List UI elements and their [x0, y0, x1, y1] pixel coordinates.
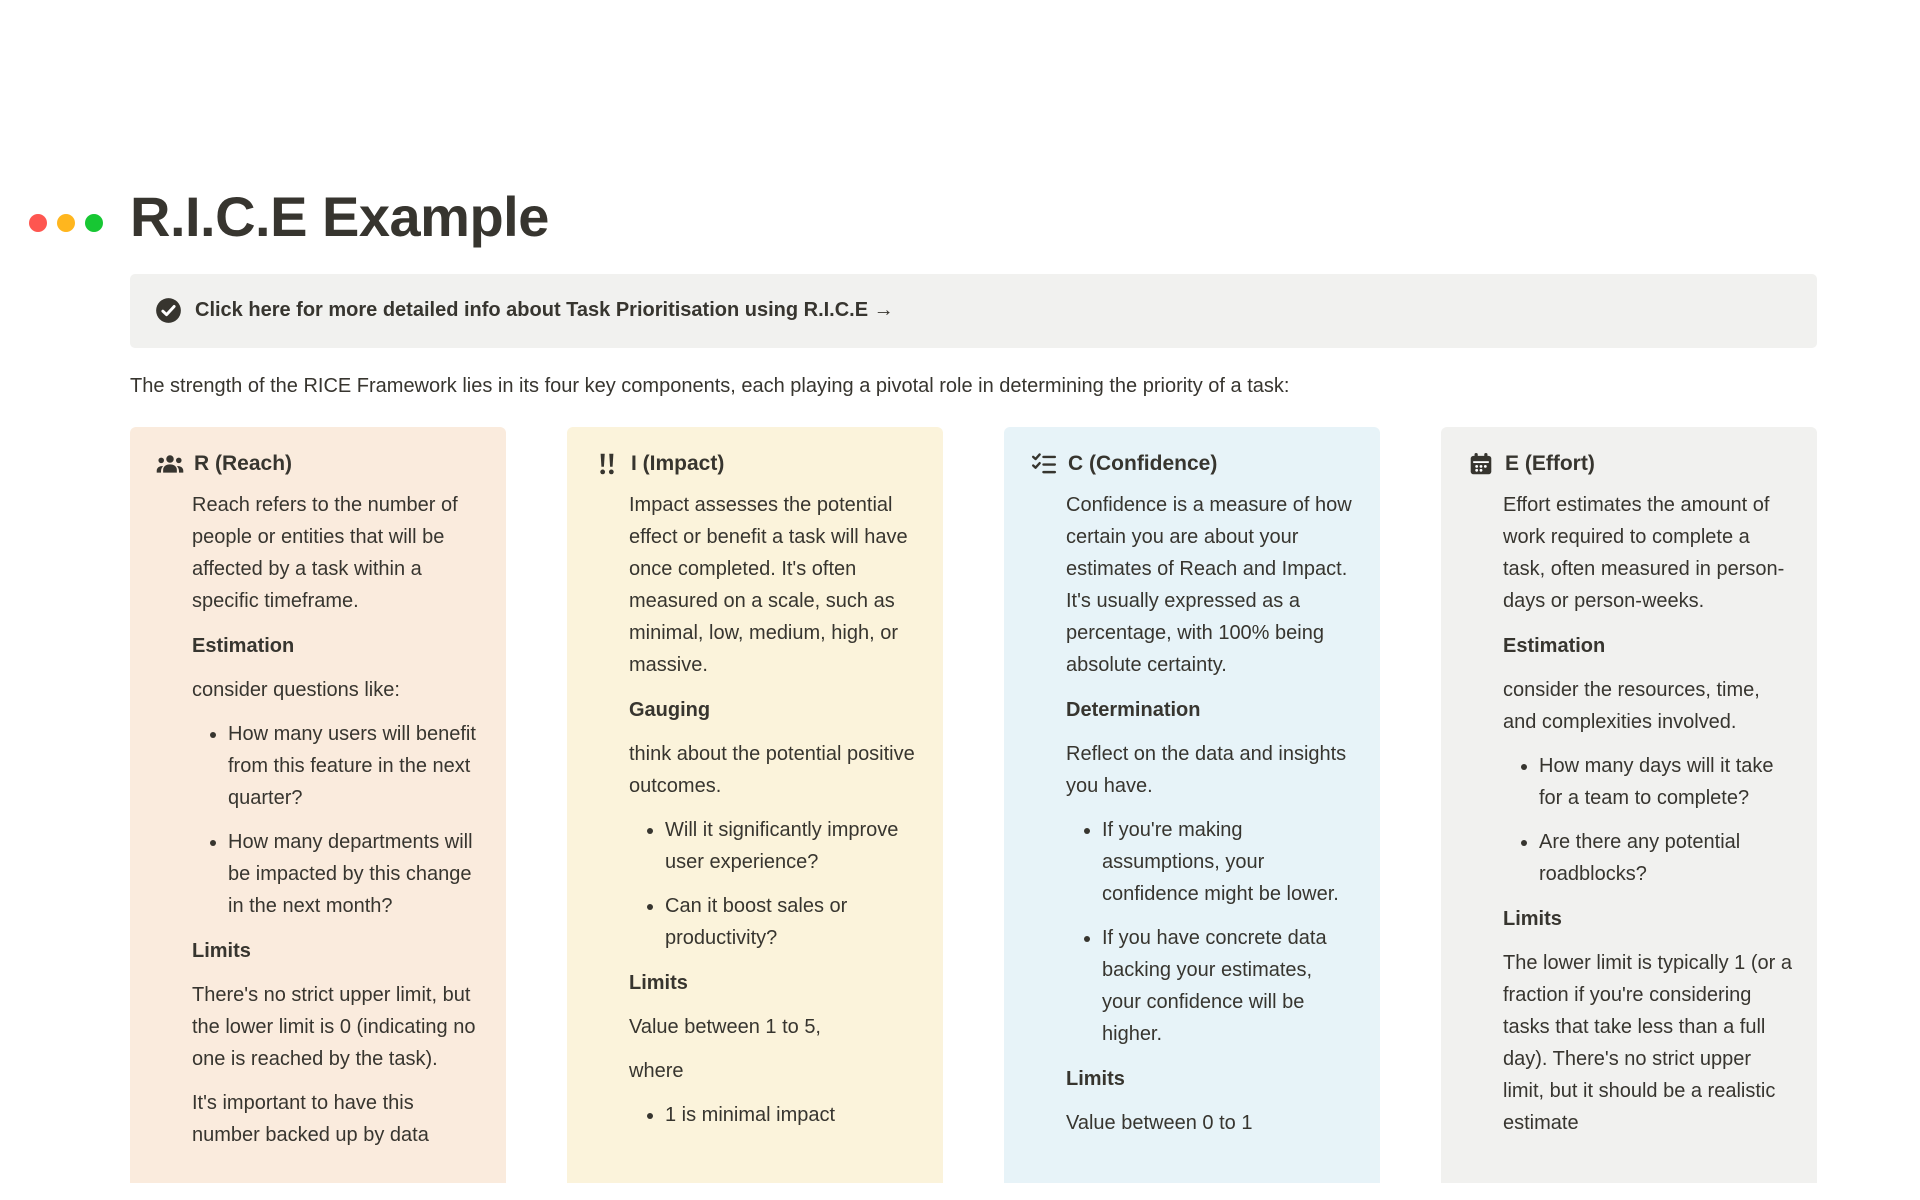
card-confidence [1004, 427, 1380, 1183]
window-controls [29, 214, 103, 232]
app-window [0, 186, 1920, 1200]
bullet-item: • If you're making assumptions, your confidence might be lower. [1102, 814, 1356, 910]
card-title: C (Confidence) [1068, 451, 1218, 475]
double-exclamation-icon [592, 451, 622, 477]
checklist-icon [1029, 451, 1059, 477]
card-paragraph: consider questions like: [192, 678, 400, 701]
close-button[interactable] [29, 214, 47, 232]
callout-text: Click here for more detailed info about Task Prioritisation using R.I.C.E → [195, 299, 894, 322]
card-subheading: Estimation [1503, 634, 1606, 657]
card-header [1029, 451, 1356, 477]
card-subheading: Gauging [629, 698, 711, 721]
bullet-item: • How many departments will be impacted by this change in the next month? [228, 826, 482, 922]
card-effort [1441, 427, 1817, 1183]
card-subheading: Determination [1066, 698, 1201, 721]
card-title: I (Impact) [631, 451, 725, 475]
callout-link[interactable] [130, 274, 1817, 348]
card-header [592, 451, 919, 477]
card-body [192, 489, 482, 1151]
bullet-item: • Are there any potential roadblocks? [1539, 826, 1793, 890]
card-paragraph: Impact assesses the potential effect or benefit a task will have once completed. It's often measured on a scale, such as minimal, low, medium, high, or massive. [629, 493, 908, 676]
card-paragraph: Confidence is a measure of how certain you are about your estimates of Reach and Impact. It's usually expressed as a percentage, with 100% being absolute certainty. [1066, 493, 1352, 676]
card-title: E (Effort) [1505, 451, 1595, 475]
card-reach [130, 427, 506, 1183]
check-circle-icon [155, 297, 182, 324]
card-bullet-list [629, 1099, 919, 1131]
zoom-button[interactable] [85, 214, 103, 232]
intro-paragraph: The strength of the RICE Framework lies in its four key components, each playing a pivotal role in determining the priority of a task: [130, 374, 1290, 397]
card-paragraph: There's no strict upper limit, but the lower limit is 0 (indicating no one is reached by the task). [192, 983, 476, 1070]
card-subheading: Limits [1503, 907, 1562, 930]
bullet-item: • 1 is minimal impact [665, 1099, 919, 1131]
card-header [155, 451, 482, 477]
card-header [1466, 451, 1793, 477]
card-subheading: Limits [629, 971, 688, 994]
card-paragraph: consider the resources, time, and complexities involved. [1503, 678, 1760, 733]
card-paragraph: Value between 1 to 5, [629, 1015, 821, 1038]
card-paragraph: where [629, 1059, 684, 1082]
card-bullet-list [629, 814, 919, 954]
card-body [1066, 489, 1356, 1139]
card-paragraph: Effort estimates the amount of work required to complete a task, often measured in person-days or person-weeks. [1503, 493, 1785, 612]
minimize-button[interactable] [57, 214, 75, 232]
card-paragraph: Reach refers to the number of people or entities that will be affected by a task within a specific timeframe. [192, 493, 458, 612]
card-title: R (Reach) [194, 451, 293, 475]
bullet-item: • How many days will it take for a team to complete? [1539, 750, 1793, 814]
card-body [629, 489, 919, 1131]
bullet-item: • If you have concrete data backing your estimates, your confidence will be higher. [1102, 922, 1356, 1050]
card-subheading: Estimation [192, 634, 295, 657]
notion-page [130, 186, 1817, 1183]
calendar-icon [1466, 451, 1496, 477]
page-title: R.I.C.E Example [130, 185, 549, 248]
card-bullet-list [1066, 814, 1356, 1050]
card-paragraph: Reflect on the data and insights you have. [1066, 742, 1347, 797]
card-bullet-list [1503, 750, 1793, 890]
card-impact [567, 427, 943, 1183]
card-bullet-list [192, 718, 482, 922]
card-paragraph: Value between 0 to 1 [1066, 1111, 1253, 1134]
card-subheading: Limits [192, 939, 251, 962]
card-paragraph: The lower limit is typically 1 (or a fraction if you're considering tasks that take less than a full day). There's no strict upper limit, but it should be a realistic estimate [1503, 951, 1792, 1134]
bullet-item: • How many users will benefit from this feature in the next quarter? [228, 718, 482, 814]
bullet-item: • Will it significantly improve user experience? [665, 814, 919, 878]
bullet-item: • Can it boost sales or productivity? [665, 890, 919, 954]
card-body [1503, 489, 1793, 1139]
card-paragraph: It's important to have this number backed up by data [192, 1091, 429, 1146]
card-subheading: Limits [1066, 1067, 1125, 1090]
card-paragraph: think about the potential positive outcomes. [629, 742, 915, 797]
people-group-icon [155, 451, 185, 477]
cards-grid [130, 427, 1817, 1183]
